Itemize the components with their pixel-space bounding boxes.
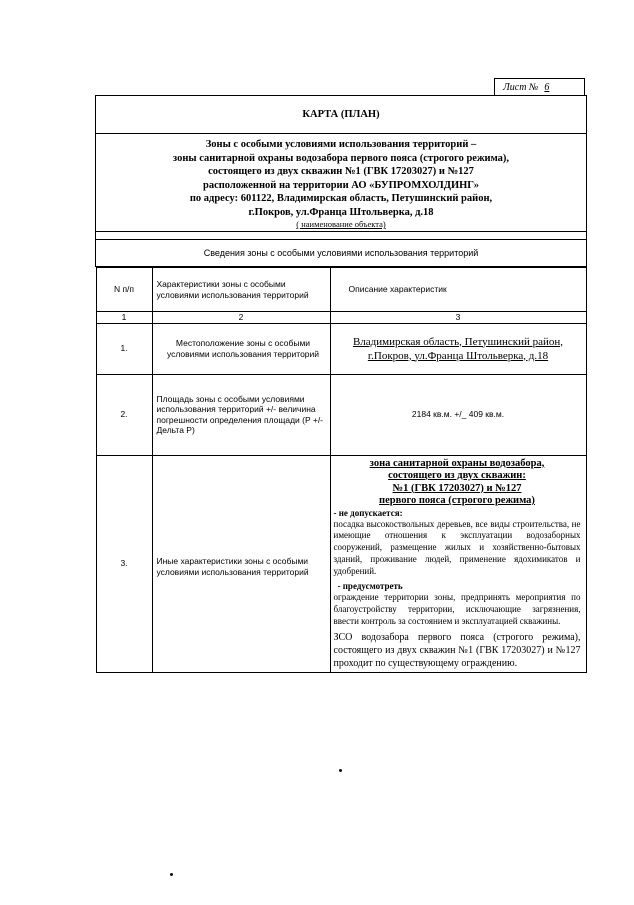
zone-heading-line: состоящего из двух скважин:	[388, 470, 526, 481]
index-cell: 1	[96, 312, 152, 324]
index-cell: 3	[330, 312, 586, 324]
address-line: г.Покров, ул.Франца Штольверка, д.18	[367, 349, 549, 362]
provide-text: ограждение территории зоны, предпринять мероприятия по благоустройству территории, исключающие загрязнения, ввести контроль за состоянием и эксплуатацией скважины.	[333, 592, 581, 627]
scan-speck	[339, 769, 342, 772]
spacer	[96, 232, 587, 240]
row-num: 1.	[96, 323, 152, 374]
row-characteristic: Площадь зоны с особыми условиями использования территорий +/- величина погрешности определения площади (P +/- Дельта P)	[152, 374, 330, 455]
row-characteristic: Иные характеристики зоны с особыми условиями использования территорий	[152, 455, 330, 672]
area-value: 2184 кв.м. +/_ 409 кв.м.	[330, 374, 586, 455]
row-characteristic: Местоположение зоны с особыми условиями использования территорий	[152, 323, 330, 374]
table-row	[96, 374, 586, 455]
header-characteristic: Характеристики зоны с особыми условиями использования территорий	[152, 268, 330, 312]
section-heading: Сведения зоны с особыми условиями использования территорий	[96, 240, 587, 267]
zone-line: по адресу: 601122, Владимирская область, Петушинский район,	[189, 193, 493, 204]
row-num: 3.	[96, 455, 152, 672]
sheet-number: 6	[544, 82, 550, 93]
zone-line: г.Покров, ул.Франца Штольверка, д.18	[248, 206, 434, 218]
zone-line: зоны санитарной охраны водозабора первого пояса (строгого режима),	[172, 152, 510, 164]
scan-speck	[170, 873, 173, 876]
table-header-row	[96, 268, 586, 312]
table-index-row	[96, 312, 586, 324]
not-allowed-text: посадка высокоствольных деревьев, все виды строительства, не имеющие отношения к эксплуатации водозаборных сооружений, размещение жилых и хозяйственно-бытовых зданий, проживание людей, применение ядохимикатов и удобрений.	[333, 518, 581, 576]
table-row	[96, 323, 586, 374]
header-num: N п/п	[96, 268, 152, 312]
table-row	[96, 455, 586, 672]
zone-line: расположенной на территории АО «БУПРОМХОЛДИНГ»	[203, 179, 479, 191]
header-description: Описание характеристик	[330, 268, 586, 312]
sheet-label: Лист №	[503, 82, 539, 93]
row-description	[330, 455, 586, 672]
zone-heading-line: первого пояса (строгого режима)	[379, 495, 535, 506]
index-cell: 2	[152, 312, 330, 324]
sheet-number-box	[494, 78, 585, 95]
address-line: Владимирская область, Петушинский район,	[352, 335, 564, 348]
object-caption: ( наименование объекта)	[296, 219, 386, 229]
map-plan-table	[95, 95, 587, 673]
zone-line: состоящего из двух скважин №1 (ГВК 17203027) и №127	[208, 166, 474, 177]
document-title: КАРТА (ПЛАН)	[96, 96, 587, 134]
provide-label: - предусмотреть	[337, 581, 403, 592]
zone-heading-line: зона санитарной охраны водозабора,	[369, 457, 545, 469]
zone-line: Зоны с особыми условиями использования территорий –	[205, 139, 477, 150]
final-text: ЗСО водозабора первого пояса (строгого режима), состоящего из двух скважин №1 (ГВК 17203027) и №127 проходит по существующему ограждению.	[333, 631, 581, 669]
row-description	[330, 323, 586, 374]
zone-heading-line: №1 (ГВК 17203027) и №127	[392, 482, 522, 494]
row-num: 2.	[96, 374, 152, 455]
zone-description	[96, 134, 587, 232]
not-allowed-label: - не допускается:	[333, 507, 403, 518]
characteristics-table	[96, 267, 587, 673]
